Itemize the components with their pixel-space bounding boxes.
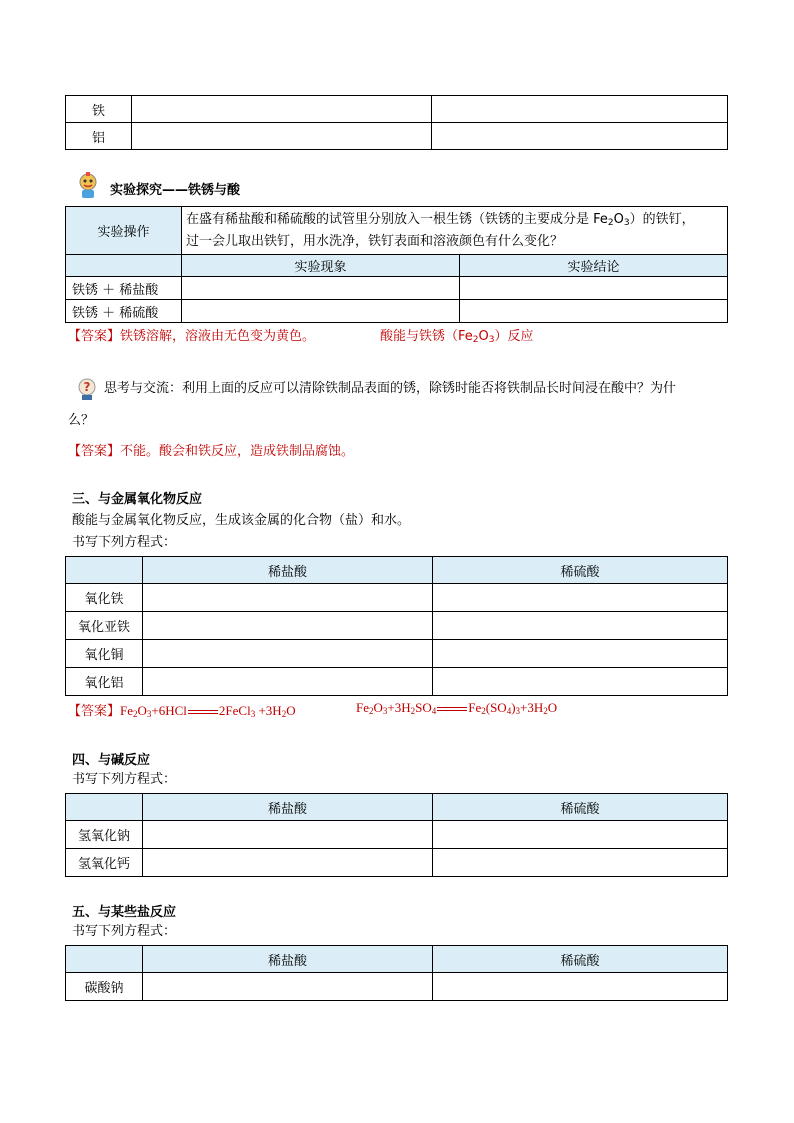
think-answer: 【答案】不能。酸会和铁反应，造成铁制品腐蚀。 [68, 444, 355, 459]
row-label: 碳酸钠 [66, 973, 143, 1001]
answer-cell[interactable] [132, 123, 432, 150]
operation-text: 在盛有稀盐酸和稀硫酸的试管里分别放入一根生锈（铁锈的主要成分是 $Fe_2O_3$）的铁钉， 过一会儿取出铁钉，用水洗净，铁钉表面和溶液颜色有什么变化？ [182, 207, 728, 255]
svg-text:?: ? [83, 380, 91, 394]
row-label: 氢氧化钠 [66, 821, 143, 849]
row-label: 铁锈 ＋ 稀盐酸 [66, 277, 182, 300]
section3-table [65, 556, 728, 696]
section5-title: 五、与某些盐反应 [72, 905, 177, 920]
section5-table [65, 945, 728, 1001]
answer-cell[interactable] [143, 640, 433, 668]
answer-cell[interactable] [432, 96, 728, 123]
row-label: 氧化铜 [66, 640, 143, 668]
row-label: 铁 [66, 96, 132, 123]
col-hcl: 稀盐酸 [143, 794, 433, 821]
answer-cell[interactable] [182, 277, 460, 300]
col-h2so4: 稀硫酸 [433, 794, 728, 821]
answer-cell[interactable] [143, 612, 433, 640]
answer-cell[interactable] [143, 973, 433, 1001]
answer-cell[interactable] [432, 123, 728, 150]
section3-title: 三、与金属氧化物反应 [72, 492, 203, 507]
section3-answer-2: $Fe_2O_3+3H_2SO_4$ $Fe_2(SO_4)_3+3H_2O$ [356, 700, 558, 716]
think-question-cont: 么？ [68, 413, 95, 428]
row-label: 氢氧化钙 [66, 849, 143, 877]
answer-cell[interactable] [460, 300, 728, 323]
col-h2so4: 稀硫酸 [433, 557, 728, 584]
answer-cell[interactable] [143, 584, 433, 612]
answer-cell[interactable] [143, 668, 433, 696]
answer-cell[interactable] [433, 973, 728, 1001]
section3-desc: 酸能与金属氧化物反应，生成该金属的化合物（盐）和水。 [72, 513, 411, 528]
col-hcl: 稀盐酸 [143, 946, 433, 973]
section3-answer: 【答案】$Fe_2O_3+6HCl$ 2FeCl$_3$ $+3H_2O$ [68, 703, 296, 719]
answer-cell[interactable] [460, 277, 728, 300]
top-table [65, 95, 728, 150]
answer-cell[interactable] [132, 96, 432, 123]
col-conclusion: 实验结论 [460, 255, 728, 277]
row-label: 氧化铁 [66, 584, 143, 612]
section5-prompt: 书写下列方程式： [72, 924, 177, 939]
section3-prompt: 书写下列方程式： [72, 535, 177, 550]
row-label: 铁锈 ＋ 稀硫酸 [66, 300, 182, 323]
section4-title: 四、与碱反应 [72, 753, 151, 768]
row-label: 铝 [66, 123, 132, 150]
experiment-icon [76, 172, 100, 200]
answer-cell[interactable] [433, 668, 728, 696]
row-label: 氧化铝 [66, 668, 143, 696]
answer-cell[interactable] [433, 640, 728, 668]
col-h2so4: 稀硫酸 [433, 946, 728, 973]
operation-label: 实验操作 [66, 207, 182, 255]
answer-cell[interactable] [433, 612, 728, 640]
col-phenomenon: 实验现象 [182, 255, 460, 277]
question-icon [78, 378, 96, 400]
experiment-title: 实验探究——铁锈与酸 [110, 183, 241, 198]
answer-cell[interactable] [143, 821, 433, 849]
experiment-answer: 【答案】铁锈溶解，溶液由无色变为黄色。 [68, 329, 316, 344]
answer-cell[interactable] [433, 584, 728, 612]
answer-cell[interactable] [143, 849, 433, 877]
row-label: 氧化亚铁 [66, 612, 143, 640]
section4-prompt: 书写下列方程式： [72, 772, 177, 787]
answer-cell[interactable] [433, 821, 728, 849]
think-question: 思考与交流：利用上面的反应可以清除铁制品表面的锈，除锈时能否将铁制品长时间浸在酸中？为什 [104, 381, 677, 396]
experiment-answer-2: 酸能与铁锈$(Fe_2O_3)$反应 [380, 329, 534, 345]
answer-cell[interactable] [433, 849, 728, 877]
section4-table [65, 793, 728, 877]
col-hcl: 稀盐酸 [143, 557, 433, 584]
experiment-table [65, 206, 728, 323]
answer-cell[interactable] [182, 300, 460, 323]
